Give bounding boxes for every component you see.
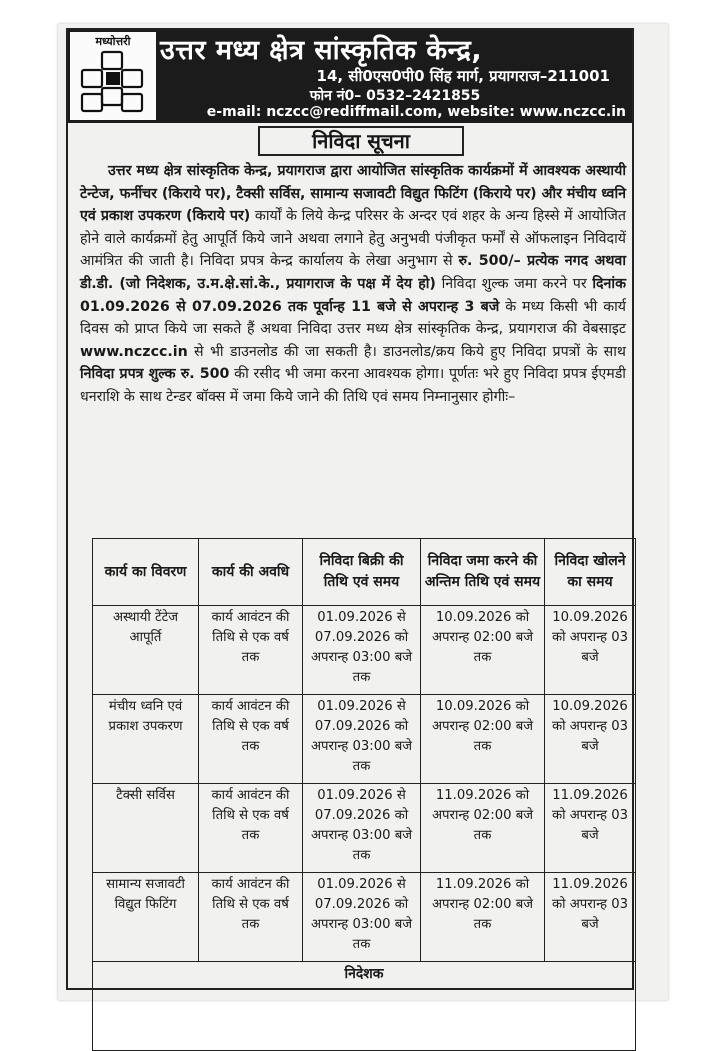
body-part-1: उत्तर मध्य क्षेत्र सांस्कृतिक केन्द्र, प्रयागराज द्वारा आयोजित सांस्कृतिक कार्यक्रमों में आवश्यक अस्थायी टेन्टेज, फर्नीचर (किराये पर), टैक्सी सर्विस, सामान्य सजावटी विद्युत फिटिंग (किराये पर) और मंचीय ध्वनि एवं प्रकाश उपकरण (किराये पर) bbox=[80, 163, 626, 225]
logo-title: मध्योत्तरी bbox=[95, 35, 131, 48]
organization-phone: फोन नं0– 0532–2421855 bbox=[309, 88, 481, 104]
notice-body bbox=[80, 160, 626, 409]
table-cell: 11.09.2026 को अपरान्ह 02:00 बजे तक bbox=[421, 873, 545, 962]
organization-name: उत्तर मध्य क्षेत्र सांस्कृतिक केन्द्र, bbox=[160, 35, 483, 66]
table-cell: 10.09.2026 को अपरान्ह 03 बजे bbox=[545, 606, 636, 695]
table-row bbox=[93, 873, 636, 962]
body-part-6: के मध्य किसी भी कार्य दिवस को प्राप्त किये जा सकते हैं अथवा निविदा उत्तर मध्य क्षेत्र सांस्कृतिक केन्द्र, प्रयागराज की वेबसाइट bbox=[80, 298, 627, 338]
table-cell: कार्य आवंटन की तिथि से एक वर्ष तक bbox=[199, 695, 303, 784]
table-cell: 10.09.2026 को अपरान्ह 03 बजे bbox=[545, 695, 636, 784]
column-header: निविदा बिक्री की तिथि एवं समय bbox=[303, 539, 421, 606]
table-cell: 01.09.2026 से 07.09.2026 को अपरान्ह 03:00 बजे तक bbox=[303, 695, 421, 784]
body-part-8: से भी डाउनलोड की जा सकती है। डाउनलोड/क्रय किये हुए निविदा प्रपत्रों के साथ bbox=[187, 343, 626, 360]
organization-address: 14, सी0एस0पी0 सिंह मार्ग, प्रयागराज–211001 bbox=[316, 67, 610, 85]
column-header: कार्य की अवधि bbox=[199, 539, 303, 606]
table-cell: सामान्य सजावटी विद्युत फिटिंग bbox=[93, 873, 199, 962]
table-cell: टैक्सी सर्विस bbox=[93, 784, 199, 873]
body-part-2: कार्यों के लिये केन्द्र परिसर के अन्दर एवं शहर के अन्य हिस्से में आयोजित होने वाले कार्यक्रमों हेतु आपूर्ति किये जाने अथवा लगाने हेतु अनुभवी पंजीकृत फर्मों से ऑफलाइन निविदायें आमंत्रित की जाती है। निविदा प्रपत्र केन्द्र कार्यालय के लेखा अनुभाग से bbox=[80, 208, 627, 270]
signature-director: निदेशक bbox=[93, 962, 636, 1051]
body-part-9: निविदा प्रपत्र शुल्क रु. 500 bbox=[80, 366, 230, 383]
body-part-10: की रसीद भी जमा करना आवश्यक होगा। पूर्णतः भरे हुए निविदा प्रपत्र ईएमडी धनराशि के साथ टेन्डर बॉक्स में जमा किये जाने की तिथि एवं समय निम्नानुसार होगीः– bbox=[80, 366, 626, 405]
column-header: कार्य का विवरण bbox=[93, 539, 199, 606]
tender-schedule-table bbox=[92, 538, 636, 1051]
table-cell: 11.09.2026 को अपरान्ह 03 बजे bbox=[545, 873, 636, 962]
table-cell: 10.09.2026 को अपरान्ह 02:00 बजे तक bbox=[421, 695, 545, 784]
signature-row bbox=[93, 962, 636, 1051]
table-header-row bbox=[93, 539, 636, 606]
table-cell: 11.09.2026 को अपरान्ह 03 बजे bbox=[545, 784, 636, 873]
table-cell: 01.09.2026 से 07.09.2026 को अपरान्ह 03:00 बजे तक bbox=[303, 873, 421, 962]
table-cell: कार्य आवंटन की तिथि से एक वर्ष तक bbox=[199, 784, 303, 873]
table-cell: 10.09.2026 को अपरान्ह 02:00 बजे तक bbox=[421, 606, 545, 695]
table-cell: कार्य आवंटन की तिथि से एक वर्ष तक bbox=[199, 606, 303, 695]
table-cell: 01.09.2026 से 07.09.2026 को अपरान्ह 03:00 बजे तक bbox=[303, 784, 421, 873]
table-cell: 01.09.2026 से 07.09.2026 को अपरान्ह 03:00 बजे तक bbox=[303, 606, 421, 695]
website-link: www.nczcc.in bbox=[80, 343, 188, 360]
table-row bbox=[93, 695, 636, 784]
logo-mark-icon bbox=[76, 50, 150, 116]
table-row bbox=[93, 784, 636, 873]
table-cell: अस्थायी टेंटेज आपूर्ति bbox=[93, 606, 199, 695]
table-cell: कार्य आवंटन की तिथि से एक वर्ष तक bbox=[199, 873, 303, 962]
organization-email-website: e-mail: nczcc@rediffmail.com, website: www.nczcc.in bbox=[206, 104, 626, 120]
notice-title: निविदा सूचना bbox=[258, 126, 464, 156]
body-part-3: रु. 500/– प्रत्येक नगद अथवा डी.डी. (जो निदेशक, उ.म.क्षे.सां.के., प्रयागराज के पक्ष में देय हो) bbox=[80, 253, 626, 292]
column-header: निविदा जमा करने की अन्तिम तिथि एवं समय bbox=[421, 539, 545, 606]
logo bbox=[70, 32, 156, 120]
table-row bbox=[93, 606, 636, 695]
column-header: निविदा खोलने का समय bbox=[545, 539, 636, 606]
table-cell: 11.09.2026 को अपरान्ह 02:00 बजे तक bbox=[421, 784, 545, 873]
table-cell: मंचीय ध्वनि एवं प्रकाश उपकरण bbox=[93, 695, 199, 784]
body-part-4: निविदा शुल्क जमा करने पर bbox=[435, 275, 593, 292]
body-part-5: दिनांक 01.09.2026 से 07.09.2026 तक पूर्वान्ह 11 बजे से अपरान्ह 3 बजे bbox=[80, 275, 626, 315]
